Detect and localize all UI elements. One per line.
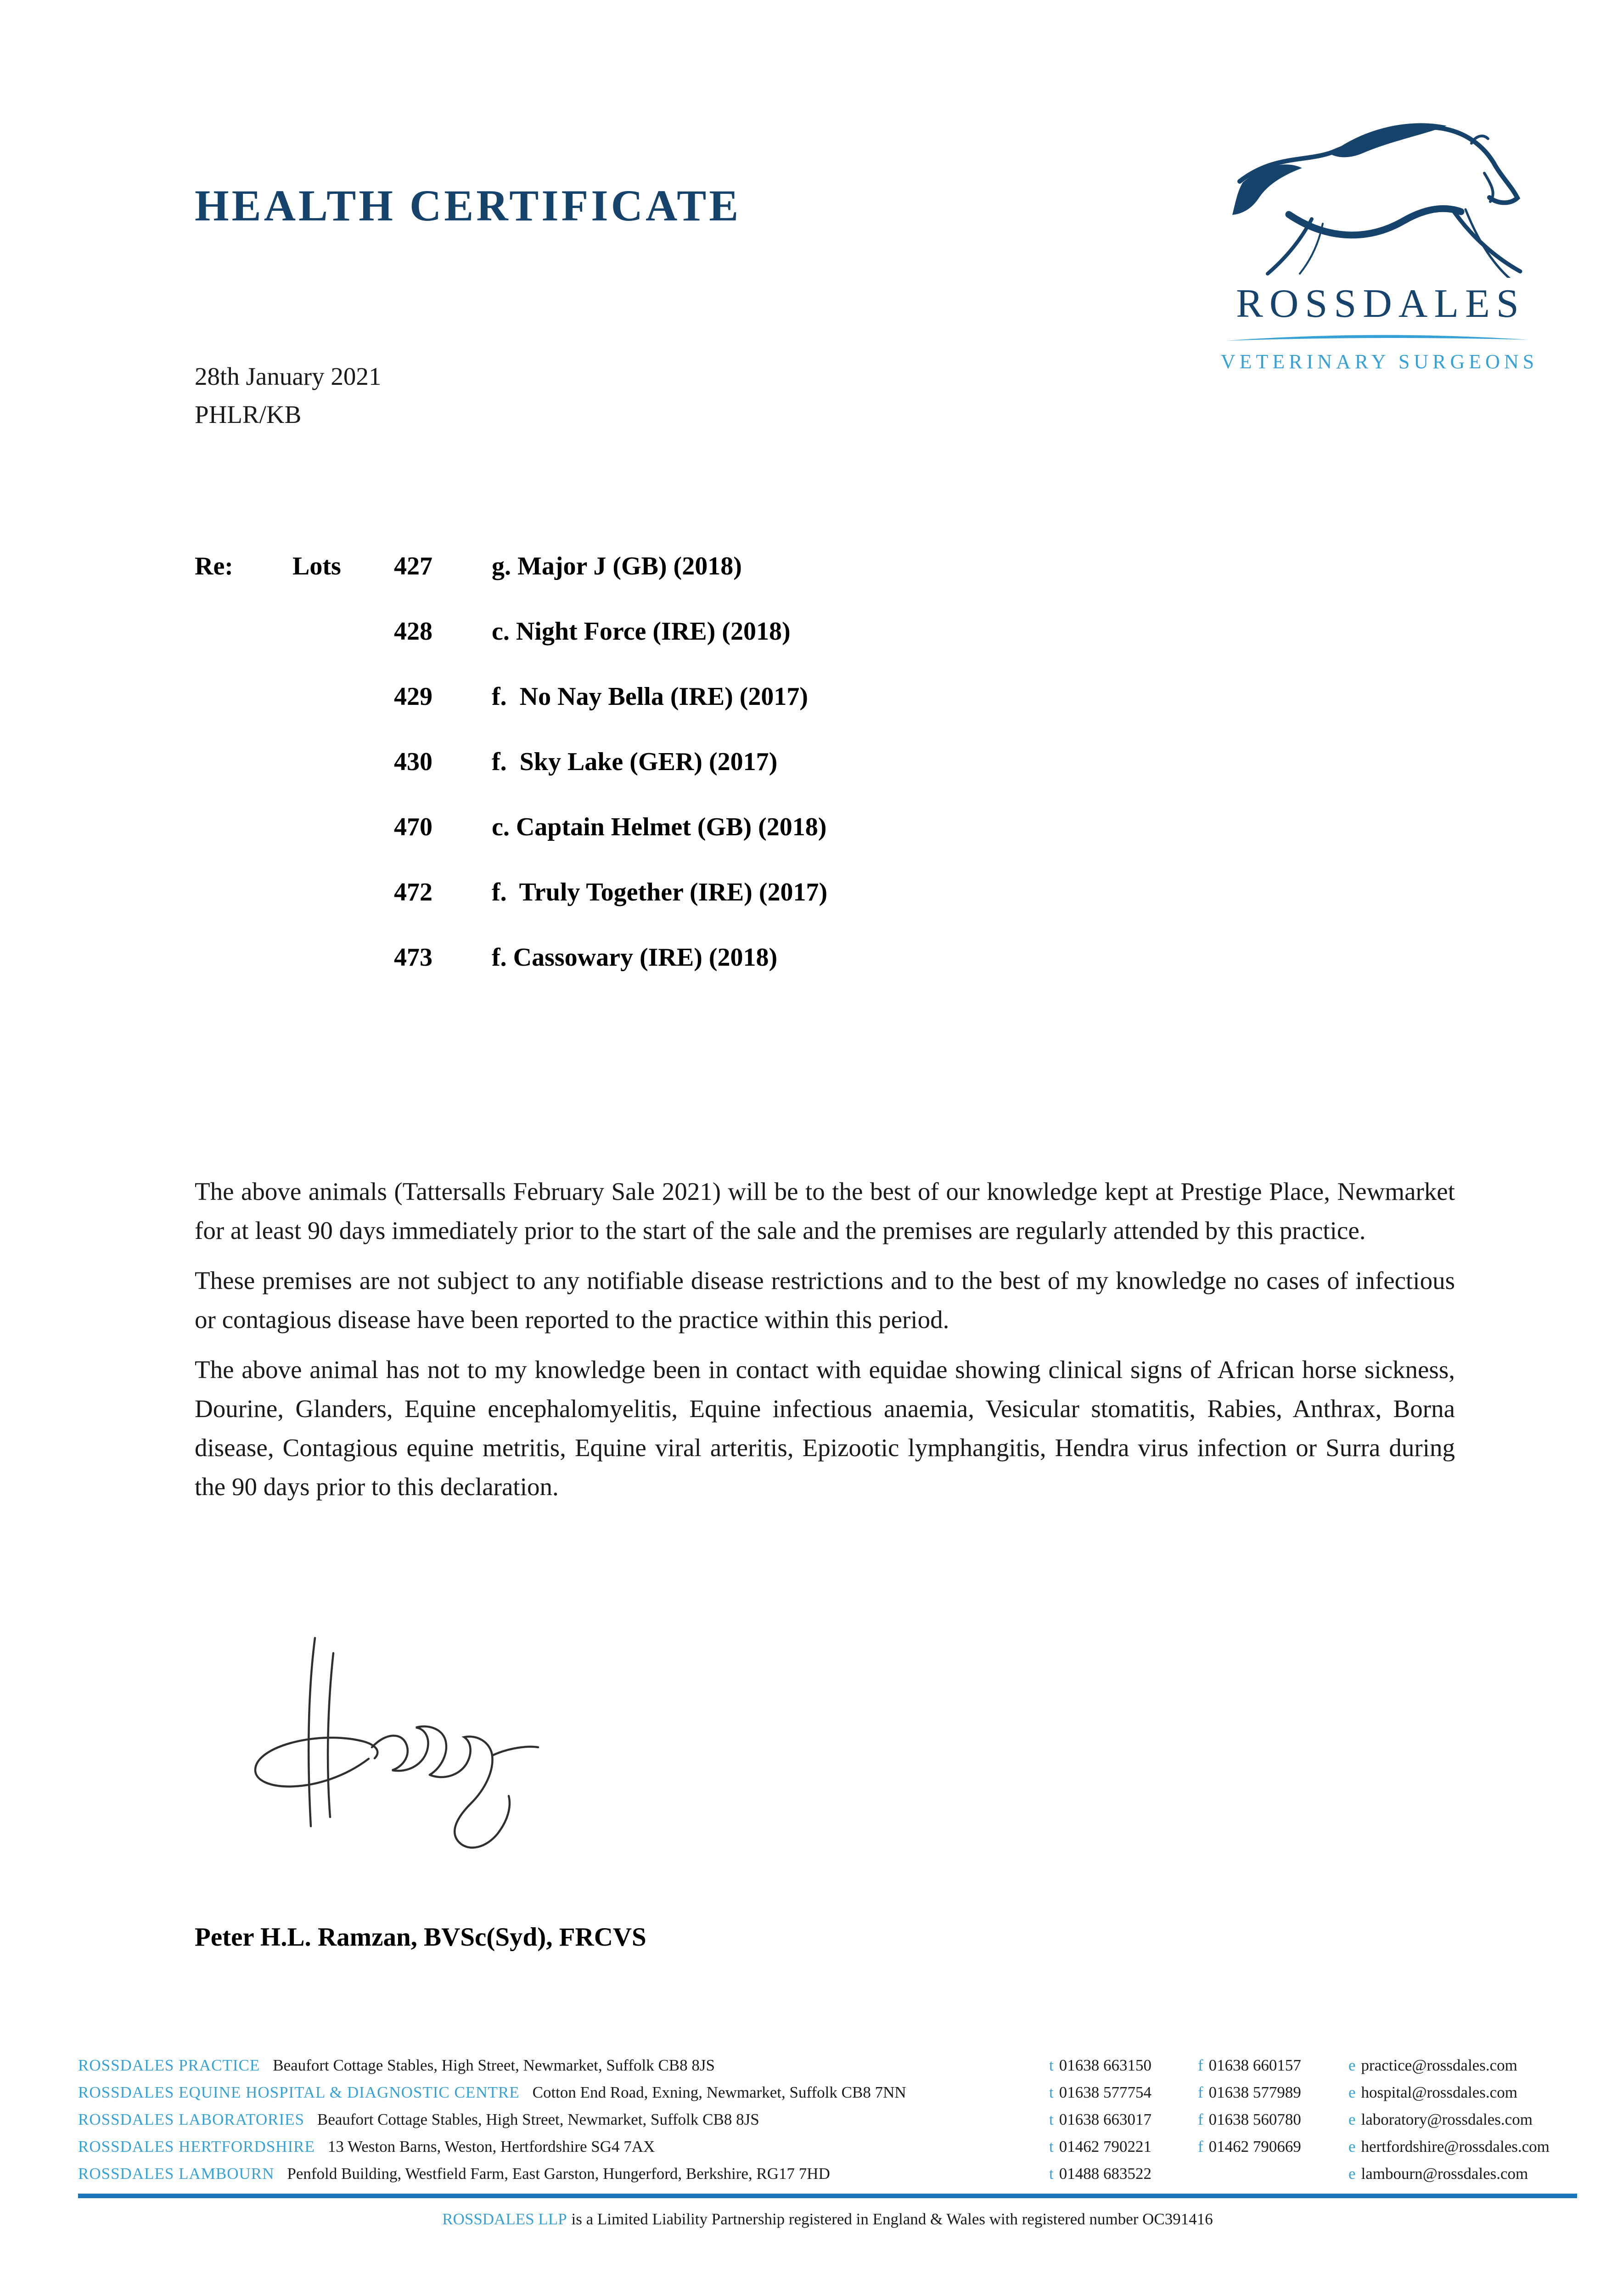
contact-prefix-f: f [1198, 2083, 1203, 2101]
office-telephone [1049, 2133, 1151, 2160]
contact-value: laboratory@rossdales.com [1361, 2110, 1533, 2128]
contact-value: hertfordshire@rossdales.com [1361, 2138, 1550, 2155]
office-fax [1198, 2133, 1301, 2160]
paragraph-disease-restrictions: These premises are not subject to any notifiable disease restrictions and to the best of my knowledge no cases of infectious or contagious disease have been reported to the practice within this period. [195, 1266, 1455, 1334]
office-name: ROSSDALES LABORATORIES [78, 2110, 304, 2128]
office-row [78, 2052, 1577, 2079]
office-row [78, 2106, 1577, 2133]
llp-name: ROSSDALES LLP [442, 2210, 567, 2228]
signatory-name: Peter H.L. Ramzan, BVSc(Syd), FRCVS [195, 1923, 646, 1952]
contact-prefix-e: e [1348, 2056, 1356, 2074]
contact-value: practice@rossdales.com [1361, 2056, 1517, 2074]
lot-number: 430 [394, 748, 432, 776]
logo-wordmark: ROSSDALES [1236, 281, 1525, 326]
footer-divider-rule [78, 2194, 1577, 2198]
leaping-horse-icon [1214, 99, 1540, 278]
contact-value: lambourn@rossdales.com [1361, 2165, 1528, 2183]
re-label [195, 746, 292, 811]
paragraph-premises: The above animals (Tattersalls February Sale 2021) will be to the best of our knowledge kept at Prestige Place, Newmarket for at least 90 days immediately prior to the start of the sale and the premises are regularly attended by this practice. [195, 1177, 1455, 1244]
lot-number: 427 [394, 552, 432, 580]
letter-date: 28th January 2021 [195, 362, 382, 390]
office-email [1348, 2133, 1550, 2160]
office-telephone [1049, 2106, 1151, 2133]
contact-prefix-t: t [1049, 2138, 1054, 2155]
lots-label [292, 811, 394, 876]
office-telephone [1049, 2052, 1151, 2079]
office-name: ROSSDALES LAMBOURN [78, 2165, 275, 2183]
office-fax [1198, 2052, 1301, 2079]
office-email [1348, 2106, 1533, 2133]
office-address: Beaufort Cottage Stables, High Street, Newmarket, Suffolk CB8 8JS [273, 2056, 715, 2074]
contact-value: hospital@rossdales.com [1361, 2083, 1517, 2101]
office-email [1348, 2160, 1528, 2187]
letter-reference: PHLR/KB [195, 400, 302, 428]
contact-prefix-e: e [1348, 2165, 1356, 2183]
office-address: Cotton End Road, Exning, Newmarket, Suffolk CB8 7NN [532, 2083, 906, 2101]
paragraph-contact-declaration: The above animal has not to my knowledge been in contact with equidae showing clinical signs of African horse sickness, Dourine, Glanders, Equine encephalomyelitis, Equine infectious anaemia, Vesicular stomatitis, Rabies, Anthrax, Borna disease, Contagious equine metritis, Equine viral arteritis, Epizootic lymphangitis, Hendra virus infection or Surra during the 90 days prior to this declaration. [195, 1356, 1455, 1501]
office-email [1348, 2052, 1517, 2079]
office-row [78, 2160, 1577, 2187]
contact-value: 01638 577754 [1059, 2083, 1151, 2101]
contact-value: 01638 560780 [1208, 2110, 1301, 2128]
contact-prefix-f: f [1198, 2110, 1203, 2128]
page-title: HEALTH CERTIFICATE [195, 181, 741, 230]
contact-value: 01488 683522 [1059, 2165, 1151, 2183]
contact-prefix-e: e [1348, 2138, 1356, 2155]
contact-prefix-e: e [1348, 2110, 1356, 2128]
letterhead-footer [78, 2052, 1577, 2228]
date-block [195, 357, 381, 433]
llp-registration-line [78, 2210, 1577, 2228]
office-address: Penfold Building, Westfield Farm, East Garston, Hungerford, Berkshire, RG17 7HD [287, 2165, 830, 2183]
lot-description: g. Major J (GB) (2018) [492, 552, 742, 580]
contact-value: 01638 577989 [1208, 2083, 1301, 2101]
llp-registration-text: is a Limited Liability Partnership registered in England & Wales with registered number OC391416 [571, 2210, 1213, 2228]
lot-number: 429 [394, 682, 432, 711]
office-name: ROSSDALES PRACTICE [78, 2056, 260, 2074]
contact-value: 01638 663017 [1059, 2110, 1151, 2128]
office-fax [1198, 2106, 1301, 2133]
contact-value: 01462 790221 [1059, 2138, 1151, 2155]
letter-body [195, 1172, 1455, 1517]
re-label [195, 811, 292, 876]
contact-value: 01638 663150 [1059, 2056, 1151, 2074]
lot-number: 428 [394, 617, 432, 646]
office-rows [78, 2052, 1577, 2187]
re-label [195, 615, 292, 681]
contact-prefix-t: t [1049, 2083, 1054, 2101]
contact-value: 01638 660157 [1208, 2056, 1301, 2074]
office-name: ROSSDALES HERTFORDSHIRE [78, 2138, 315, 2155]
lots-label [292, 615, 394, 681]
lot-number: 470 [394, 813, 432, 841]
lot-description: c. Captain Helmet (GB) (2018) [492, 813, 827, 841]
lot-number: 472 [394, 878, 432, 906]
office-telephone [1049, 2160, 1151, 2187]
office-row [78, 2133, 1577, 2160]
office-fax [1198, 2079, 1301, 2106]
office-address: 13 Weston Barns, Weston, Hertfordshire SG4 7AX [327, 2138, 655, 2155]
contact-value: 01462 790669 [1208, 2138, 1301, 2155]
lot-description: f. Sky Lake (GER) (2017) [492, 748, 778, 776]
rossdales-logo [1214, 99, 1540, 373]
re-label [195, 681, 292, 746]
lot-description: c. Night Force (IRE) (2018) [492, 617, 791, 646]
logo-tagline: VETERINARY SURGEONS [1220, 350, 1539, 373]
contact-prefix-e: e [1348, 2083, 1356, 2101]
re-label: Re: [195, 552, 233, 580]
contact-prefix-t: t [1049, 2056, 1054, 2074]
office-row [78, 2079, 1577, 2106]
lots-label [292, 746, 394, 811]
logo-swoosh-underline [1226, 332, 1529, 343]
signature-scrawl [210, 1609, 541, 1860]
re-label [195, 876, 292, 941]
lots-label [292, 941, 394, 1007]
office-address: Beaufort Cottage Stables, High Street, Newmarket, Suffolk CB8 8JS [317, 2110, 759, 2128]
contact-prefix-f: f [1198, 2056, 1203, 2074]
contact-prefix-t: t [1049, 2110, 1054, 2128]
lots-list [195, 550, 827, 1007]
lot-description: f. No Nay Bella (IRE) (2017) [492, 682, 809, 711]
lots-label [292, 681, 394, 746]
lot-number: 473 [394, 943, 432, 972]
lots-label [292, 876, 394, 941]
re-label [195, 941, 292, 1007]
lot-description: f. Truly Together (IRE) (2017) [492, 878, 828, 906]
lots-label: Lots [292, 552, 341, 580]
lot-description: f. Cassowary (IRE) (2018) [492, 943, 778, 972]
office-name: ROSSDALES EQUINE HOSPITAL & DIAGNOSTIC CENTRE [78, 2083, 520, 2101]
contact-prefix-t: t [1049, 2165, 1054, 2183]
contact-prefix-f: f [1198, 2138, 1203, 2155]
office-telephone [1049, 2079, 1151, 2106]
office-email [1348, 2079, 1517, 2106]
